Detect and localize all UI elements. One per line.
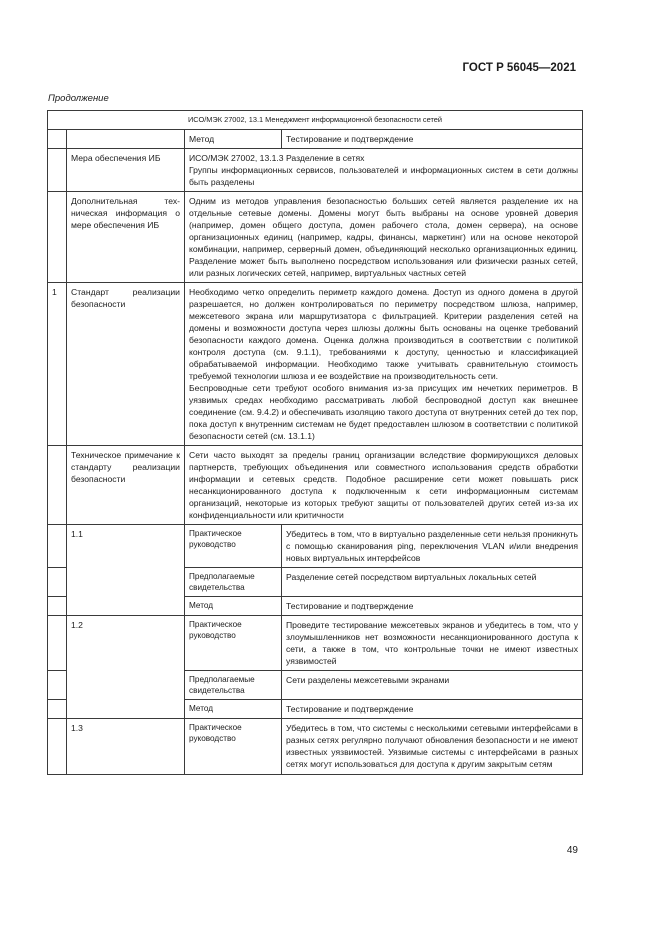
table-row: [48, 525, 583, 568]
item-number: 1.2: [67, 616, 185, 719]
table-row: [48, 192, 583, 283]
measure-label: Мера обеспечения ИБ: [67, 149, 185, 192]
standard-cell: [185, 283, 583, 446]
practical-label: Практическое руководство: [185, 525, 282, 568]
evidence-text: Сети разделены межсетевыми экранами: [282, 671, 583, 700]
table-row: [48, 719, 583, 775]
measure-text: Группы информационных сервисов, пользователей и информационных систем в сети должны быть разделены: [189, 165, 579, 187]
security-table: [47, 110, 583, 775]
method-label: Метод: [185, 130, 282, 149]
continuation-label: Продолжение: [48, 93, 109, 104]
item-number: 1.1: [67, 525, 185, 616]
standard-number: 1: [48, 283, 67, 446]
table-title: ИСО/МЭК 27002, 13.1 Менеджмент информационной безопасности сетей: [48, 111, 583, 130]
table-title-row: [48, 111, 583, 130]
additional-info-label: Дополнительная техническая информация о мере обеспечения ИБ: [67, 192, 185, 283]
standard-designation: ГОСТ Р 56045—2021: [462, 62, 576, 74]
evidence-label: Предполагаемые свидетельства: [185, 671, 282, 700]
practical-text: Убедитесь в том, что системы с несколькими сетевыми интерфейсами в разных сетях регулярно получают обновления безопасности и не имеют известных уязвимостей. Уязвимые системы с интерфейсами в разных сетях могут использоваться для доступа к другим закрытым сетям: [282, 719, 583, 775]
practical-label: Практическое руководство: [185, 719, 282, 775]
method-label: Метод: [185, 700, 282, 719]
page-number: 49: [566, 845, 578, 856]
additional-info-text: Одним из методов управления безопасностью больших сетей является разделение их на отдельные сетевые домены. Домены могут быть выбраны на основе уровней доверия (например, домен общего доступа, домен рабочего стола, домен сервера), на основе организационных единиц (например, кадры, финансы, маркетинг) или на основе некоторой комбинации, например, серверный домен, объединяющий несколько организационных единиц. Разделение может быть выполнено посредством использования или физически разных сетей, или разных логических сетей, например, виртуальных частных сетей: [185, 192, 583, 283]
practical-label: Практическое руководство: [185, 616, 282, 671]
practical-text: Проведите тестирование межсетевых экранов и убедитесь в том, что у злоумышленников нет возможности несанкционированного доступа к сети, а также в том, что контрольные точки не имеют известных уязвимостей: [282, 616, 583, 671]
method-text: Тестирование и подтверждение: [282, 700, 583, 719]
standard-text-paragraph: Необходимо четко определить периметр каждого домена. Доступ из одного домена в другой разрешается, но должен контролироваться по периметру посредством шлюза, например, межсетевого экрана или маршрутизатора с фильтрацией. Критерии разделения сетей на домены и возможности доступа через шлюзы должны быть основаны на оценке требований безопасности каждого домена. Оценка должна производиться в соответствии с политикой контроля доступа (см. 9.1.1), требованиями к доступу, ценностью и классификацией обрабатываемой информации. Необходимо также учитывать сравнительную стоимость требуемой технологии шлюза и ее воздействие на производительность сети.: [189, 287, 579, 381]
table-row: [48, 283, 583, 446]
standard-text-paragraph: Беспроводные сети требуют особого внимания из-за присущих им нечетких периметров. В уязвимых средах необходимо рассматривать любой беспроводной доступ как внешнее соединение (см. 9.4.2) и обеспечивать изоляцию такого доступа от внутренних сетей до тех пор, пока доступ к внутренним системам не будет предоставлен шлюзом в соответствии с политикой безопасности сетей (см. 13.1.1): [189, 383, 579, 441]
table-row: [48, 130, 583, 149]
table-row: [48, 616, 583, 671]
item-number: 1.3: [67, 719, 185, 775]
evidence-label: Предполагаемые свидетельства: [185, 568, 282, 597]
measure-reference: ИСО/МЭК 27002, 13.1.3 Разделение в сетях: [189, 153, 365, 163]
tech-note-text: Сети часто выходят за пределы границ организации вследствие формирующихся деловых партнерств, требующих объединения или совместного использования средств обработки информации и сетевых средств. Подобное расширение сети может повышать риск несанкционированного доступа к подключенным к сети информационным системам организаций, некоторые из которых требуют защиты от пользователей других сетей из-за их конфиденциальности или критичности: [185, 446, 583, 525]
evidence-text: Разделение сетей посредством виртуальных локальных сетей: [282, 568, 583, 597]
table-row: [48, 446, 583, 525]
tech-note-label: Техническое примечание к стандарту реализации безопасности: [67, 446, 185, 525]
method-text: Тестирование и подтверждение: [282, 597, 583, 616]
measure-cell: [185, 149, 583, 192]
method-value: Тестирование и подтверждение: [282, 130, 583, 149]
standard-label: Стандарт реализации безопасности: [67, 283, 185, 446]
table-row: [48, 149, 583, 192]
practical-text: Убедитесь в том, что в виртуально разделенные сети нельзя проникнуть с помощью сканирования ping, переключения VLAN и/или внедрения новых виртуальных интерфейсов: [282, 525, 583, 568]
method-label: Метод: [185, 597, 282, 616]
